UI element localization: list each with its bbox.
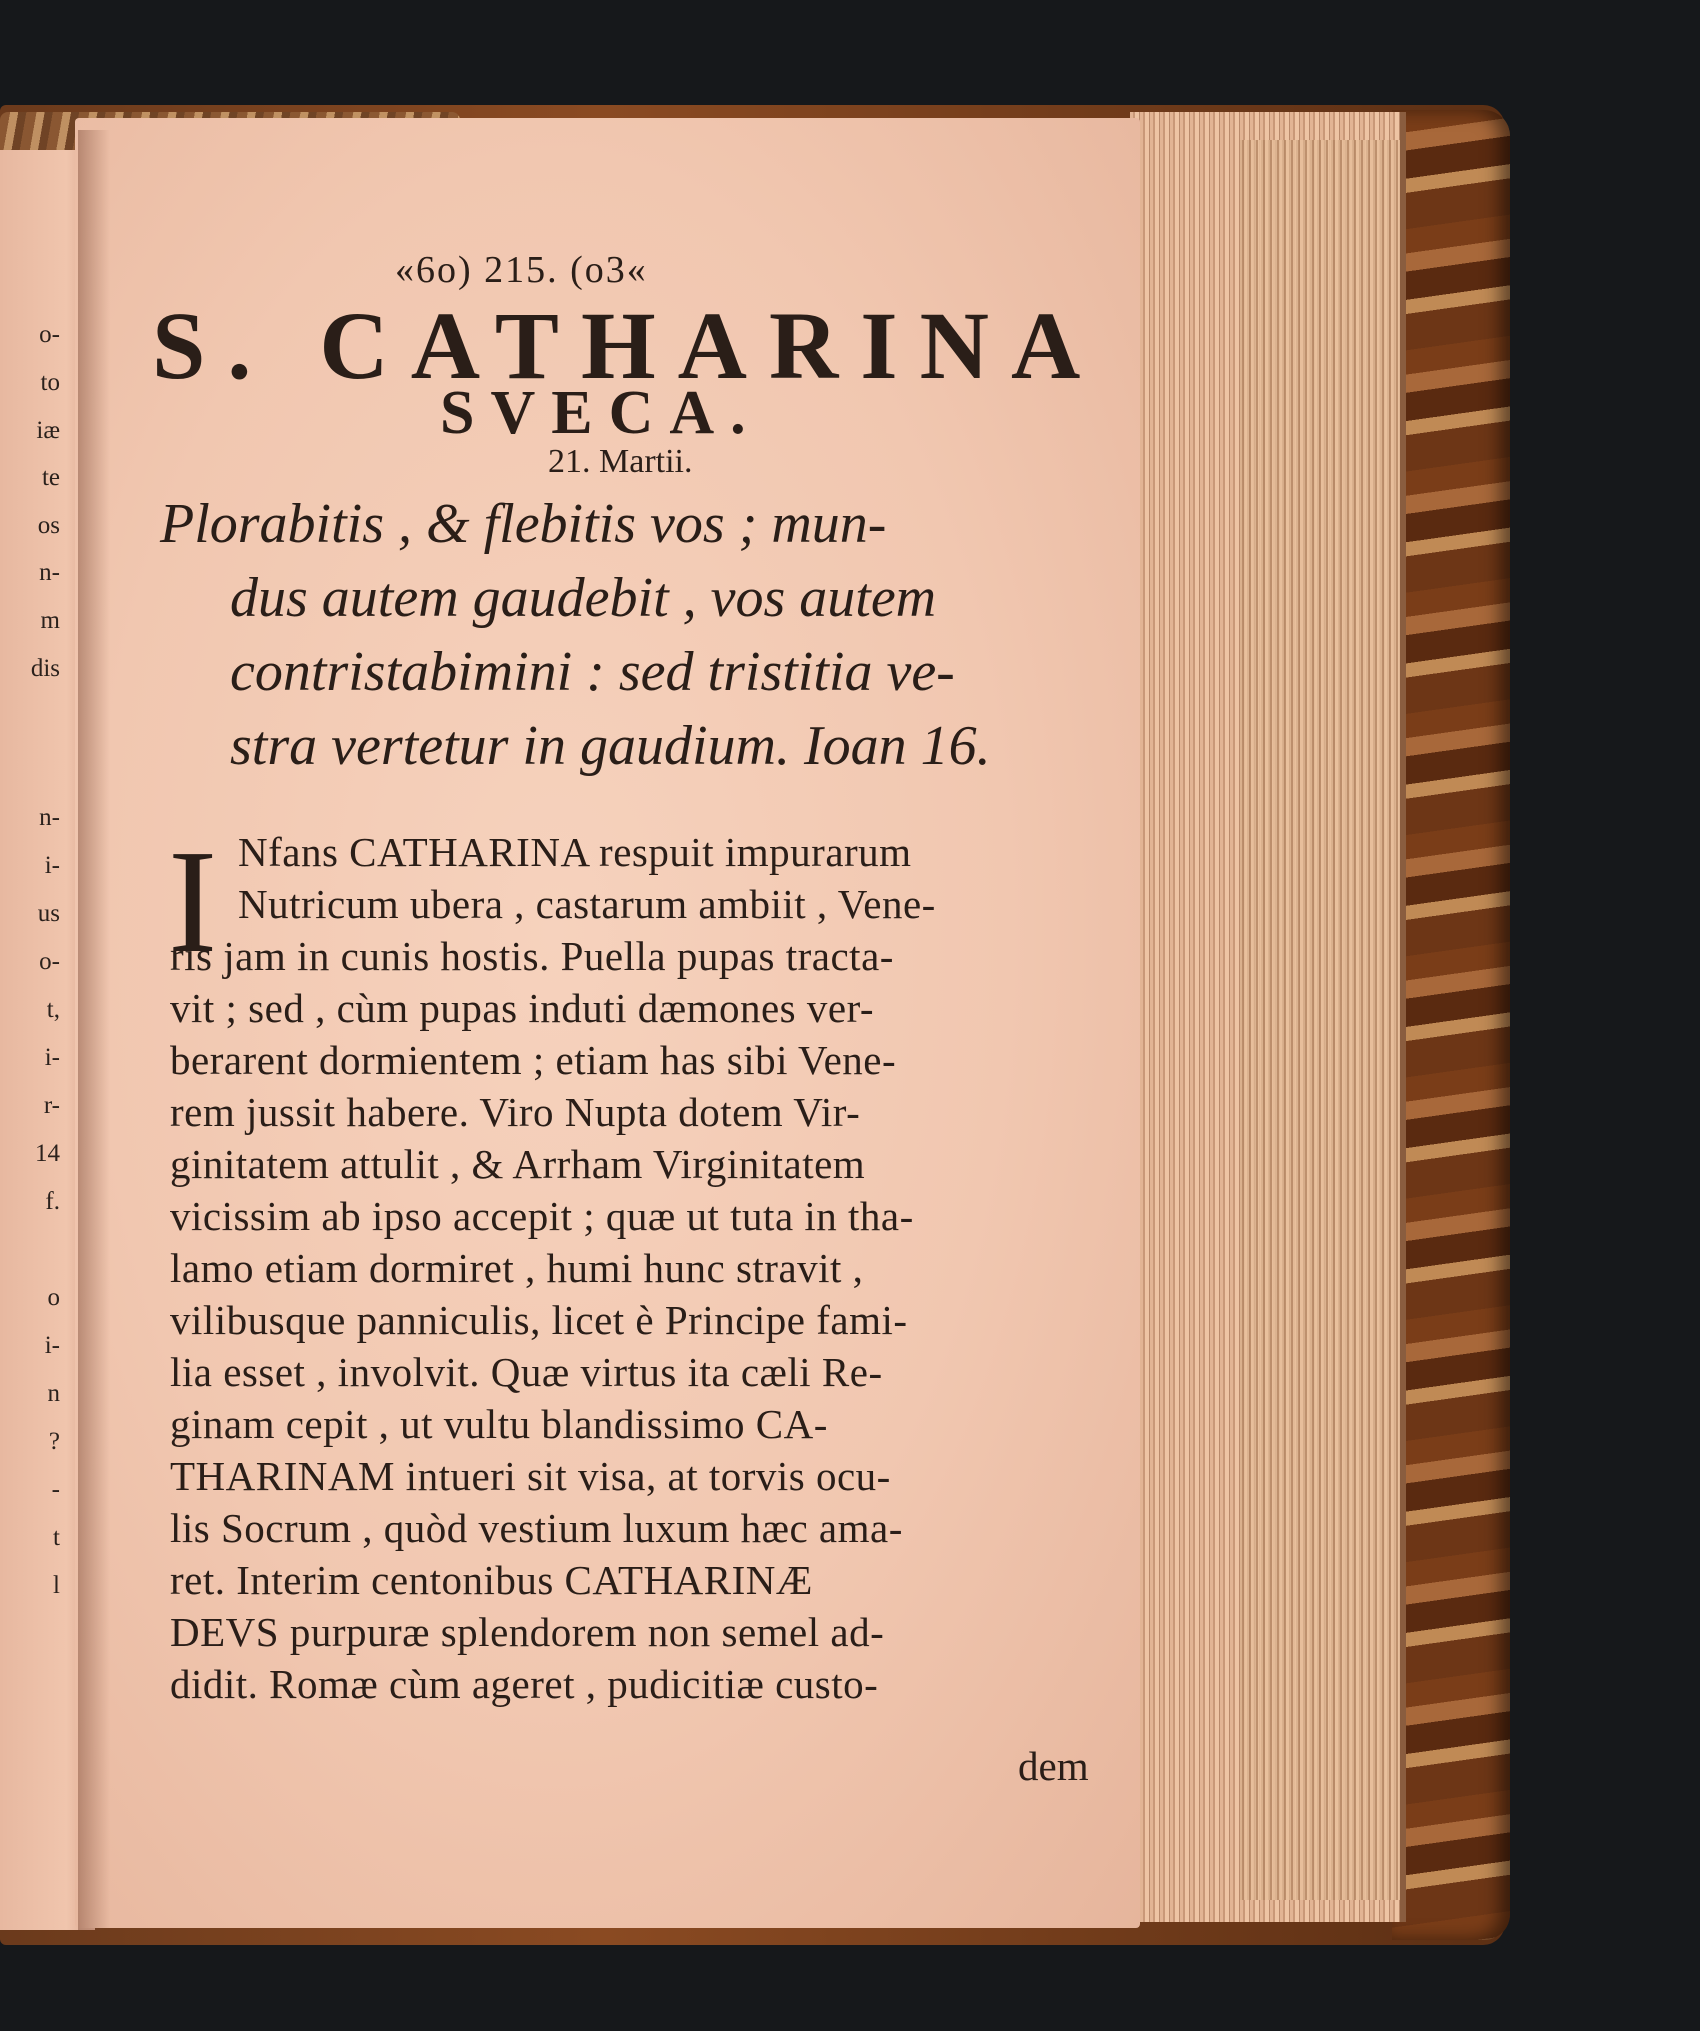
page-gutter [78, 130, 118, 1930]
left-fragment: dis [30, 655, 60, 682]
left-fragment: l [53, 1572, 60, 1599]
body-line: ginam cepit , ut vultu blandissimo CA- [170, 1401, 828, 1447]
left-fragment: to [40, 369, 60, 396]
feast-date: 21. Martii. [548, 443, 693, 480]
left-fragment: i- [44, 1044, 60, 1071]
body-line: rem jussit habere. Viro Nupta dotem Vir- [170, 1089, 861, 1135]
body-line: lia esset , involvit. Quæ virtus ita cæli Re- [170, 1349, 883, 1395]
body-line: ris jam in cunis hostis. Puella pupas tracta- [170, 933, 894, 979]
left-fragment: o- [39, 321, 60, 348]
body-line: vicissim ab ipso accepit ; quæ ut tuta in tha- [170, 1193, 914, 1239]
body-line: didit. Romæ cùm ageret , pudicitiæ custo- [170, 1661, 879, 1707]
left-fragment: i- [44, 1332, 60, 1359]
left-fragment: n- [39, 559, 60, 586]
left-fragment: t, [46, 996, 60, 1023]
left-fragment: o [47, 1284, 60, 1311]
body-line: DEVS purpuræ splendorem non semel ad- [170, 1609, 885, 1655]
body-line: vilibusque panniculis, licet è Principe fami- [170, 1297, 908, 1343]
left-fragment: 14 [35, 1140, 60, 1167]
body-line: ret. Interim centonibus CATHARINÆ [170, 1557, 813, 1603]
left-fragment: te [41, 464, 60, 491]
page-subtitle: SVECA. [440, 379, 762, 447]
page-header: «6o) 215. (o3« [395, 249, 648, 291]
quote-line: dus autem gaudebit , vos autem [230, 567, 937, 629]
left-fragment: t [53, 1524, 60, 1551]
left-fragment: r- [43, 1092, 60, 1119]
page-block-edges-inner [1240, 140, 1400, 1900]
left-fragment: us [37, 900, 60, 927]
body-line: Nfans CATHARINA respuit impurarum [238, 829, 912, 875]
left-fragment: iæ [36, 417, 60, 444]
catchword: dem [1018, 1743, 1089, 1789]
left-fragment: - [51, 1476, 60, 1503]
quote-line: Plorabitis , & flebitis vos ; mun- [160, 493, 887, 555]
left-fragment: m [40, 607, 60, 634]
left-fragment: ? [48, 1428, 60, 1455]
body-line: ginitatem attulit , & Arrham Virginitatem [170, 1141, 866, 1187]
left-fragment: os [37, 512, 60, 539]
page-title: S. CATHARINA [152, 292, 1103, 399]
left-fragment: o- [39, 948, 60, 975]
body-line: THARINAM intueri sit visa, at torvis ocu- [170, 1453, 891, 1499]
quote-line: stra vertetur in gaudium. Ioan 16. [230, 715, 991, 777]
body-line: Nutricum ubera , castarum ambiit , Vene- [238, 881, 936, 927]
drop-cap: I [168, 820, 218, 984]
cover-edge [1392, 110, 1510, 1940]
left-fragment: n- [39, 804, 60, 831]
body-line: lis Socrum , quòd vestium luxum hæc ama- [170, 1505, 903, 1551]
left-fragment: f. [45, 1188, 60, 1215]
left-fragment: i- [44, 852, 60, 879]
body-line: vit ; sed , cùm pupas induti dæmones ver- [170, 985, 875, 1031]
body-line: berarent dormientem ; etiam has sibi Vene- [170, 1037, 897, 1083]
body-line: lamo etiam dormiret , humi hunc stravit , [170, 1245, 864, 1291]
quote-line: contristabimini : sed tristitia ve- [230, 641, 955, 703]
left-fragment: n [47, 1380, 60, 1407]
